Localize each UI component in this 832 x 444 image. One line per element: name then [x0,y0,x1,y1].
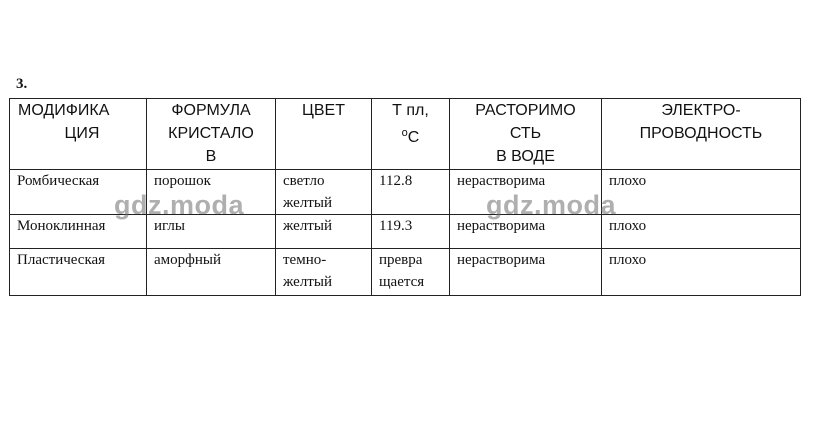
cell-modification: Пластическая [10,249,147,296]
cell-melting: 112.8 [372,170,450,215]
header-modification: МОДИФИКА ЦИЯ [10,99,147,170]
header-formula: ФОРМУЛА КРИСТАЛО В [147,99,276,170]
table-row [10,249,801,296]
cell-modification: Моноклинная [10,215,147,249]
cell-color: темно- желтый [276,249,372,296]
cell-conductivity: плохо [602,249,801,296]
header-row [10,99,801,170]
watermark: gdz.moda [114,190,244,220]
cell-solubility: нерастворима [450,170,602,215]
cell-conductivity: плохо [602,170,801,215]
cell-solubility: нерастворима [450,215,602,249]
header-conductivity: ЭЛЕКТРО- ПРОВОДНОСТЬ [602,99,801,170]
cell-conductivity: плохо [602,215,801,249]
task-number: 3. [16,76,28,92]
cell-melting: превра щается [372,249,450,296]
header-color: ЦВЕТ [276,99,372,170]
watermark: gdz.moda [486,190,616,220]
cell-formula: порошок [147,170,276,215]
cell-color: светло желтый [276,170,372,215]
header-melting-point: Т пл, $^о$С [372,99,450,170]
cell-solubility: нерастворима [450,249,602,296]
cell-formula: иглы [147,215,276,249]
header-solubility: РАСТОРИМО СТЬ В ВОДЕ [450,99,602,170]
cell-melting: 119.3 [372,215,450,249]
cell-color: желтый [276,215,372,249]
cell-modification: Ромбическая [10,170,147,215]
cell-formula: аморфный [147,249,276,296]
